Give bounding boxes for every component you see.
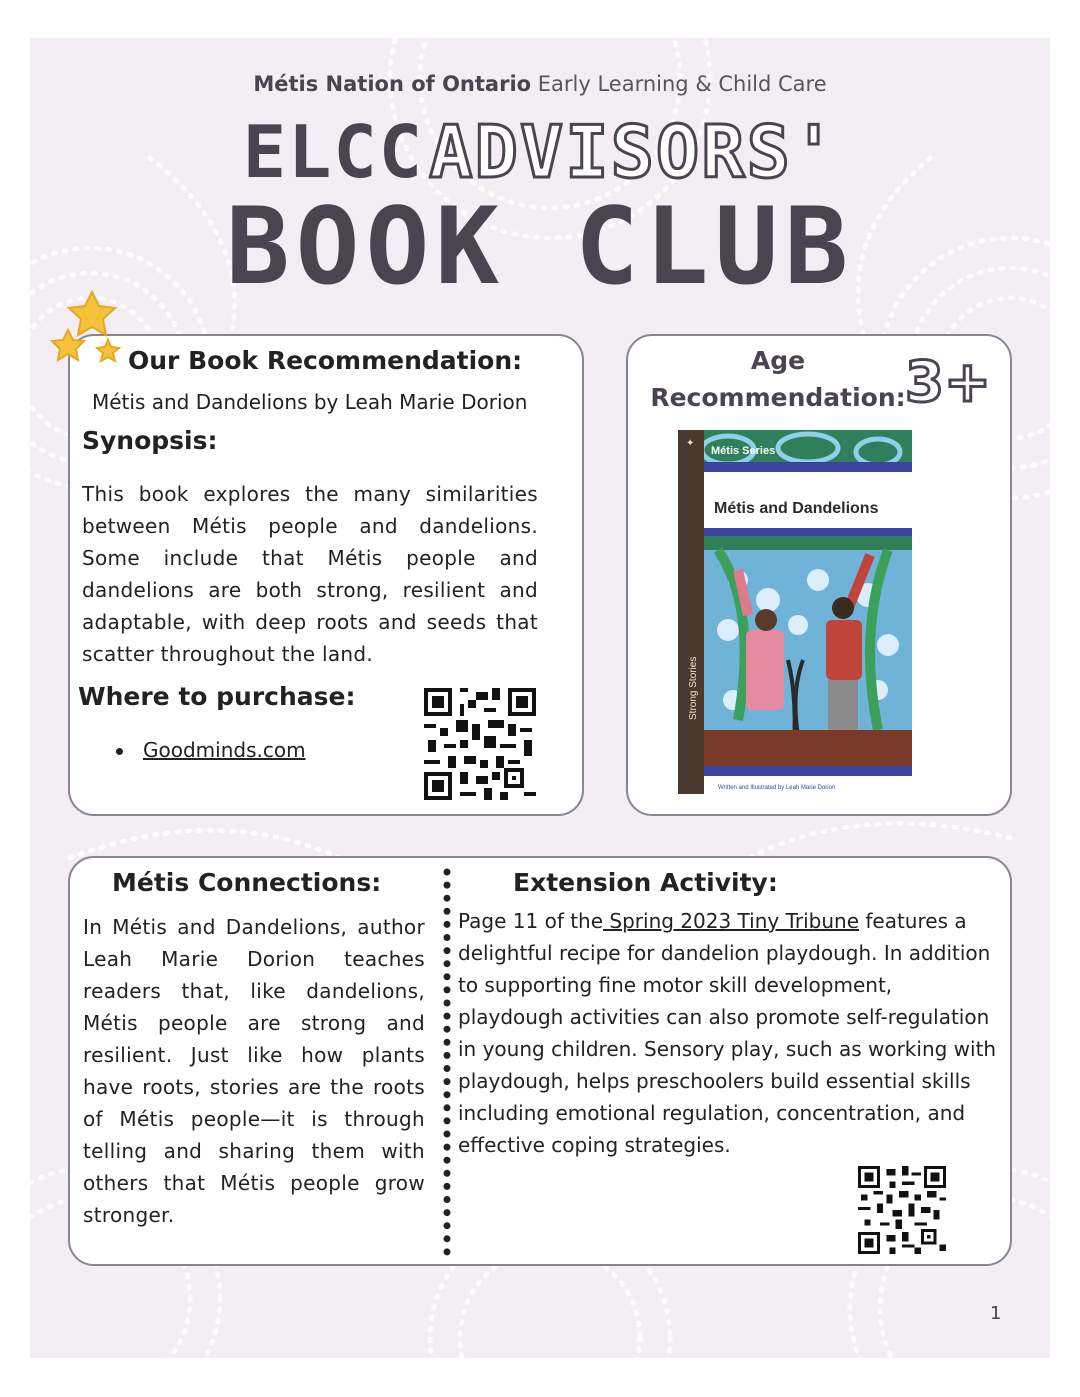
age-value: 3+: [905, 350, 991, 415]
extension-text: [458, 905, 998, 1161]
goodminds-link[interactable]: Goodminds.com: [143, 738, 306, 762]
synopsis-text: This book explores the many similarities between Métis people and dandelions. Some include that Métis people and dandelions are both strong, resilient and adaptable, with deep roots and seeds that scatter throughout the land.: [82, 482, 538, 666]
cover-credit: Written and Illustrated by Leah Marie Dorion: [718, 785, 836, 791]
age-label: [628, 342, 928, 416]
extension-text-before: Page 11 of the: [458, 909, 604, 933]
page-number: 1: [990, 1303, 1002, 1324]
title-elcc: ELCC: [242, 110, 425, 194]
extension-text-after: features a delightful recipe for dandelion playdough. In addition to supporting fine motor skill development, playdough activities can also promote self-regulation in young children. Sensory play, such as working with playdough, helps preschoolers build essential skills including emotional regulation, concentration, and effective coping strategies.: [458, 909, 997, 1157]
title-line-1: [0, 110, 1080, 194]
cover-series: Métis Series: [711, 445, 776, 457]
connections-heading: Métis Connections:: [112, 868, 382, 897]
connections-text: In Métis and Dandelions, author Leah Marie Dorion teaches readers that, like dandelions, Métis people are strong and resilient. Just like how plants have roots, stories are the roots of Métis people—it is through telling and sharing them with others that Métis people grow stronger.: [83, 915, 425, 1227]
book-cover-art: [678, 430, 912, 794]
book-cover: [678, 430, 912, 794]
org-program: Early Learning & Child Care: [537, 72, 827, 96]
dotted-divider: [443, 868, 451, 1258]
purchase-qr-code[interactable]: [424, 688, 536, 800]
synopsis-heading: Synopsis:: [82, 426, 218, 455]
org-line: [0, 72, 1080, 96]
tiny-tribune-link[interactable]: Spring 2023 Tiny Tribune: [603, 909, 859, 933]
age-label-line1: Age: [750, 346, 806, 375]
extension-heading: Extension Activity:: [513, 868, 778, 897]
stars-icon: [44, 284, 134, 380]
cover-spine-text: Strong Stories: [688, 656, 699, 720]
title-advisors: ADVISORS': [429, 110, 838, 194]
book-recommendation-heading: Our Book Recommendation:: [128, 346, 523, 375]
bullet-icon: [116, 748, 123, 755]
book-title-author: Métis and Dandelions by Leah Marie Dorion: [92, 390, 528, 414]
purchase-heading: Where to purchase:: [78, 682, 356, 711]
title-book-club: BOOK CLUB: [225, 185, 855, 308]
age-label-line2: Recommendation:: [650, 383, 906, 412]
cover-logo-icon: ✦: [686, 438, 695, 449]
org-name: Métis Nation of Ontario: [253, 72, 532, 96]
activity-qr-code[interactable]: [858, 1166, 946, 1254]
cover-title: Métis and Dandelions: [714, 500, 879, 517]
